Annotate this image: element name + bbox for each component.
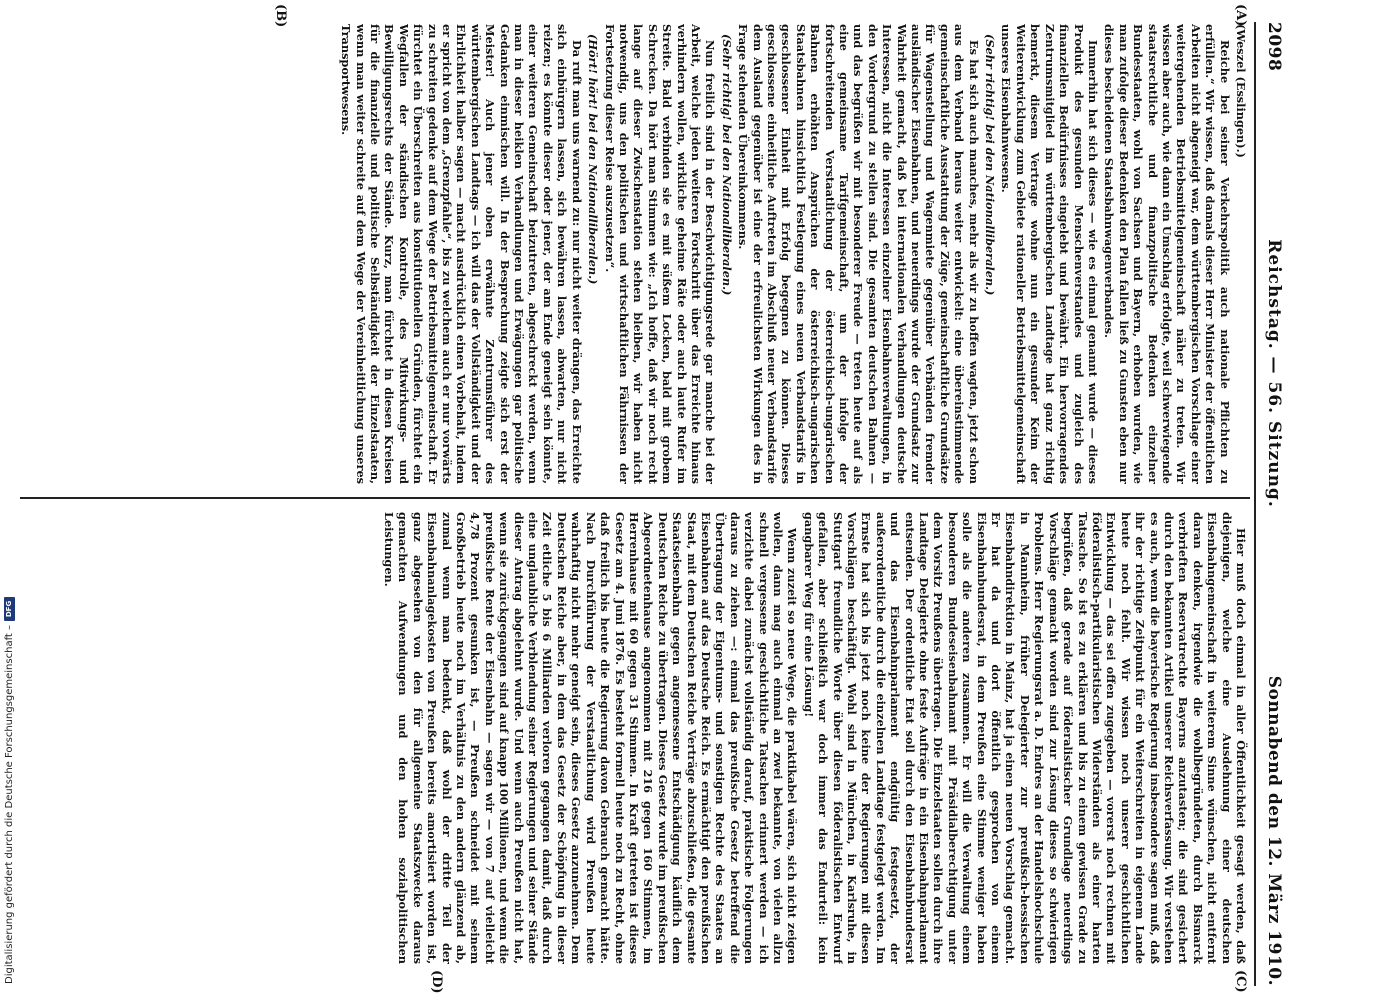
page-number: 2098 xyxy=(1264,22,1284,72)
session-date: Sonnabend den 12. März 1910. xyxy=(1264,675,1284,986)
interjection: (Sehr richtig! bei den Nationalliberalen.) xyxy=(719,34,734,296)
speaker-line: (Weszel (Esslingen).) xyxy=(1234,24,1248,158)
margin-mark-a: (A) xyxy=(1233,4,1248,27)
margin-mark-d: (D) xyxy=(429,970,444,994)
margin-mark-b: (B) xyxy=(273,4,288,28)
paragraph: Immerhin hat sich dieses — wie es einmal genannt wurde — dieses Produkt des gesunden Menschenverstandes und zugleich des finanziellen Bedürfnisses eingelebt und bewährt. Ein hervorragendes Zentrumsmitglied im württembergischen Landtage hat ganz richtig bemerkt, diesem Vertrage wohne nun ein gesunder Keim der Weiterentwicklung zum Gebiete rationeller Betriebsmittelgemeinschaft unseres Eisenbahnwesens. xyxy=(999,24,1100,484)
right-text-column xyxy=(18,512,1248,964)
paragraph: Wenn zuzeit so neue Wege, die praktikabel wären, sich nicht zeigen wollen, dann mag auch einmal an zwei bekannte, von vielen allzu schnell vergessene geschichtliche Tatsachen erinnert werden — ich verzichte dabei zunächst vollständig darauf, praktische Folgerungen daraus zu ziehen —: einmal das preußische Gesetz betreffend die Übertragung der Eigentums- und sonstigen Rechte des Staates an Eisenbahnen auf das Deutsche Reich. Es ermächtigt den preußischen Staat, mit dem Deutschen Reiche Verträge abzuschließen, die gesamte Staatseisenbahn gegen angemessene Entschädigung käuflich dem Deutschen Reiche zu übertragen. Dieses Gesetz wurde im preußischen Abgeordnetenhause angenommen mit 216 gegen 160 Stimmen, im Herrenhause mit 60 gegen 31 Stimmen. In Kraft getreten ist dieses Gesetz am 4. Juni 1876. Es besteht formell heute noch zu Recht, ohne daß freilich bis heute die Regierung davon Gebrauch gemacht hätte. Nach Durchführung der Verstaatlichung wird Preußen heute wahrhaftig nicht mehr geneigt sein, dieses Gesetz anzunehmen. Dem Deutschen Reiche aber, in dem das Gesetz der Schöpfung in dieser Zeit etliche 5 bis 6 Milliarden verloren gegangen damit, daß durch eine unglaubliche Verblendung seiner Regierungen und seiner Stände dieser Antrag abgelehnt wurde. Und wenn auch Preußen nicht hat, wenn sie zurückgegangen sind auf knapp 100 Millionen, und wenn die preußische Rente der Eisenbahn — sagen wir — von 7 auf vielleicht 4,78 Prozent gesunken ist, — Preußen schneidet mit seinem Großbetrieb heute noch im Verhältnis zu den andern glänzend ab, zumal wenn man bedenkt, daß wohl der dritte Teil der Eisenbahnanlagekosten von Preußen bereits amortisiert worden ist, ganz abgesehen von den für allgemeine Staatszwecke daraus gemachten Aufwendungen und den hohen sozialpolitischen Leistungen. xyxy=(382,512,800,964)
column-divider xyxy=(20,497,1250,499)
session-title: Reichstag. — 56. Sitzung. xyxy=(1264,239,1284,508)
paragraph: Nun freilich sind in der Beschwichtigungsrede gar manche bei der Arbeit, welche jeden weiteren Fortschritt über das Erreichte hinaus verhindern wollen, wirkliche geheime Räte oder auch laute Rufer im Streite. Bald verbinden sie es mit süßem Locken, bald mit grobem Schrecken. Da hört man Stimmen wie: „Ich hoffe, daß wir noch recht lange auf dieser Zwischenstation stehen bleiben, wir haben nicht notwendig, uns den politischen und wirtschaftlichen Fährnissen der Fortsetzung dieser Reise auszusetzen“. xyxy=(602,24,718,484)
margin-mark-c: (C) xyxy=(1233,970,1248,993)
interjection: (Sehr richtig! bei den Nationalliberalen.) xyxy=(983,34,998,296)
page-header xyxy=(1254,22,1292,986)
paragraph: Reiche bei seiner Verkehrspolitik auch nationale Pflichten zu erfüllen.“ Wir wissen, daß damals dieser Herr Minister der öffentlichen Arbeiten nicht abgeneigt war, dem württembergischen Vorschlage einer weitergehenden Betriebsmittelgemeinschaft näher zu treten. Wir wissen aber auch, wie dann ein Umschlag erfolgte, weil schwerwiegende staatsrechtliche und finanzpolitische Bedenken einzelner Bundesstaaten, wohl von Sachsen und Bayern, erhoben wurden, wie man zufolge dieser Bedenken den Plan fallen ließ zu Gunsten eben nur dieses bescheidenen Staatsbahnwagenverbandes. xyxy=(1102,24,1232,484)
digitization-credit xyxy=(4,597,15,984)
paragraph: Da ruft man uns warnend zu: nur nicht weiter drängen, das Erreichte sich einbürgern lassen, sich bewähren lassen, abwarten, nur nicht reizen; es könnte dieser oder jener, der am Ende geneigt sein könnte, einer weiteren Gemeinschaft beizutreten, abgeschreckt werden, wenn man in dieser heiklen Verhandlungen und Erwägungen gar politische Gedanken einmischen will. In der Besprechung zeigte sich erst der Meister! Auch jener oben erwähnte Zentrumsführer des württembergischen Landtags — ich will das der Vollständigkeit und der Ehrlichkeit halber sagen — macht ausdrücklich einen Vorbehalt, indem er spricht von dem „Grenzpfahle“, bis zu welchem auch er nur vorwärts zu schreiten gedenke auf dem Wege der Betriebsmittelgemeinschaft. Er fürchtet ein Überschreiten aus konstitutionellen Gründen, fürchtet ein Wegfallen der ständischen Kontrolle, des Mitwirkungs- und Bewilligungsrechts der Stände. Kurz, man fürchtet in diesen Kreisen für die finanzielle und politische Selbständigkeit der Einzelstaaten, wenn man weiter schreite auf dem Wege der Vereinheitlichung unseres Transportwesens. xyxy=(339,24,584,484)
credit-text: Digitalisierung gefördert durch die Deutsche Forschungsgemeinschaft – xyxy=(4,624,15,984)
left-text-column xyxy=(18,24,1248,484)
dfg-logo-icon: DFG xyxy=(4,597,15,621)
paragraph: Hier muß doch einmal in aller Öffentlichkeit gesagt werden, daß diejenigen, welche eine Ausdehnung einer deutschen Eisenbahngemeinschaft in weiterem Sinne wünschen, nicht entfernt daran denken, irgendwie die wohlbegründeten, durch Bismarck verbrieften Reservatrechte Bayerns anzutasten; die sind gesichert durch den bekannten Artikel unserer Reichsverfassung. Wir verstehen es auch, wenn die bayerische Regierung insbesondere sagen muß, daß ihr der richtige Zeitpunkt für ein Weiterschreiten in eigenem Lande heute noch fehlt. Wir wissen noch unserer geschichtlichen Entwicklung — das sei offen zugegeben — vorerst noch rechnen mit föderalistisch-partikularistischen Widerständen als einer harten Tatsache. So ist es zu erklären und bis zu einem gewissen Grade zu begrüßen, daß gerade auf föderalistischer Grundlage neuerdings Vorschläge gemacht worden sind zur Lösung dieses so schwierigen Problems. Herr Regierungsrat a. D. Endres an der Handelshochschule in Mannheim, früher Delegierter zur preußisch-hessischen Eisenbahndirektion in Mainz, hat ja einen neuen Vorschlag gemacht. Er hat da und dort öffentlich gesprochen von einem Eisenbahnbundesrat, in dem Preußen eine Stimme weniger haben solle als die anderen zusammen. Er will die Verwaltung einem besonderen Bundeseisenbahnamt mit Präsidialberechtigung unter dem Vorsitz Preußens übertragen. Die Einzelstaaten sollen durch ihre Landtage Delegierte ohne feste Aufträge in ein Eisenbahnparlament entsenden. Der ordentliche Etat soll durch den Eisenbahnbundesrat und das Eisenbahnparlament endgültig festgesetzt, der außerordentliche durch die einzelnen Landtage festgelegt werden. Im Ernste hat sich bis jetzt noch keine der Regierungen mit diesen Vorschlägen beschäftigt. Wohl sind in München, in Karlsruhe, in Stuttgart freundliche Worte über diesen föderalistischen Entwurf gefallen, aber schließlich war doch immer das Endurteil: kein gangbarer Weg für eine Lösung! xyxy=(801,512,1248,964)
paragraph: Es hat sich auch manches, mehr als wir zu hoffen wagten, jetzt schon aus dem Verband heraus weiter entwickelt: eine übereinstimmende gemeinschaftliche Ausstattung der Züge, gemeinschaftliche Grundsätze für Wagenstellung und Wagenmiete gegenüber Verbänden fremder ausländischer Eisenbahnen, und neuerdings wurde der Grundsatz zur Wahrheit gemacht, daß bei internationalen Verhandlungen deutsche Interessen, nicht die Interessen einzelner Eisenbahnverwaltungen, in den Vordergrund zu stellen sind. Die gesamten deutschen Bahnen — und das begrüßen wir mit besonderer Freude — treten heute auf als eine gemeinsame Tarifgemeinschaft, um der infolge der fortschreitenden Verstaatlichung der österreichisch-ungarischen Bahnen erhöhten Ansprüchen der österreichisch-ungarischen Staatsbahnen hinsichtlich Festlegung eines neuen Verbandstarifs in geschlossener Einheit mit Erfolg begegnen zu können. Dieses geschlossene einheitliche Auftreten im Abschluß neuer Verbandstarife dem Ausland gegenüber ist eine der erfreulichsten Wirkungen des in Frage stehenden Übereinkommens. xyxy=(736,24,981,484)
interjection: (Hört! hört! bei den Nationalliberalen.) xyxy=(586,34,601,285)
